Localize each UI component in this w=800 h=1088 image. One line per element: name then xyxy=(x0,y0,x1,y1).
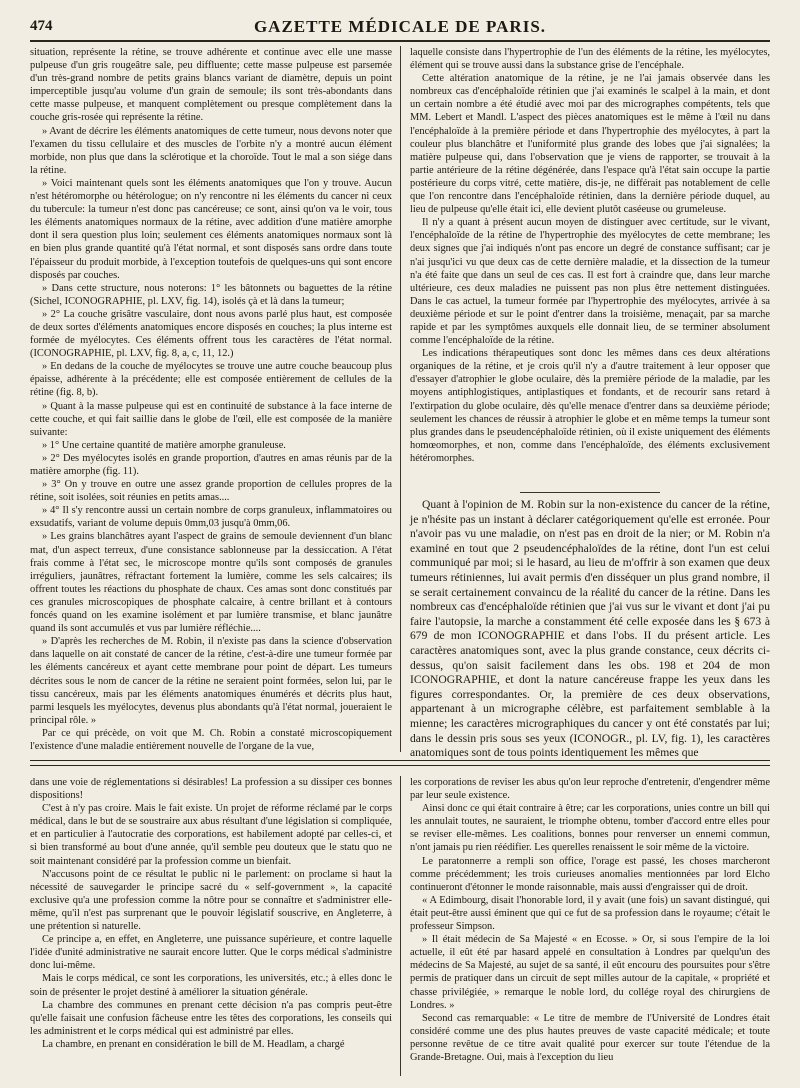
paragraph: » 2° La couche grisâtre vasculaire, dont nous avons parlé plus haut, est composée de deux sortes d'éléments anatomiques encore disposés en couches; la plus interne est formée de myélocytes. Ces éléments offrent tous les caractères de l'état normal. (ICONOGRAPHIE, pl. LXV, fig. 8, a, c, 11, 12.) xyxy=(30,308,392,360)
paragraph: La chambre, en prenant en considération le bill de M. Headlam, a chargé xyxy=(42,1038,345,1050)
paragraph: Quant à l'opinion de M. Robin sur la non-existence du cancer de la rétine, je n'hésite pas un instant à déclarer catégoriquement qu'elle est erronée. Pour n'avoir pas vu une maladie, on n'est pas en droit de la nier; or M. Robin n'a examiné en tout que 2 pseudencéphaloïdes de la rétine, dont l'un est celui communiqué par moi; si le hasard, au lieu de m'offrir à son examen que deux tumeurs rétiniennes, lui avait permis d'en disséquer un plus grand nombre, il se serait certainement convaincu de la réalité du cancer de la rétine. Dans les nombreux cas d'encéphaloïde rétinien que j'ai vus sur le vivant et dont j'ai pu faire l'autopsie, la marche a constamment été celle exposée dans les § 673 à 679 de mon ICONOGRAPHIE et dans l'obs. II du présent article. Les caractères anatomiques sont, avec la plus grande constance, ceux décrits ci-dessus, qu'on saisit facilement dans les obs. 198 et 204 de mon ICONOGRAPHIE, et dont la nature cancéreuse frappe les yeux dans les figures correspondantes. Or, la première de ces deux observations, appartenant à un micrographe célèbre, est parfaitement semblable à la mienne; les caractères micrographiques du cancer y ont été constatés par lui; dans le dessin pris sous ses yeux (ICONOGR., pl. LV, fig. 1), les caractères anatomiques sont de tous points identiquement les mêmes que xyxy=(410,498,770,760)
column-upper-right-large-type xyxy=(410,498,770,760)
paragraph: Il n'y a quant à présent aucun moyen de distinguer avec certitude, sur le vivant, l'encéphaloïde de la rétine de l'hypertrophie des myélocytes de cette membrane; les deux signes que j'ai indiqués n'ont pas encore un degré de constance suffisant; car je n'ai jusqu'ici vu que deux cas de cette dernière maladie, et la dissection de la tumeur n'a été faite que dans un seul de ces cas. Il est fort à craindre que, dans leur marche ultérieure, ces deux maladies ne puissent pas non plus être nettement distinguées. Dans le cas actuel, la tumeur formée par l'hypertrophie des myélocytes, arrivée à sa deuxième période et sur le point d'entrer dans la troisième, menaçait, par sa marche rapide et par les symptômes auxquels elle donnait lieu, de se terminer absolument comme l'encéphaloïde de la rétine. xyxy=(410,217,770,347)
column-lower-right xyxy=(410,776,770,1076)
journal-title: GAZETTE MÉDICALE DE PARIS. xyxy=(253,17,547,36)
section-divider xyxy=(30,760,770,761)
paragraph: situation, représente la rétine, se trouve adhérente et continue avec elle une masse pulpeuse d'un gris rougeâtre sale, peu diffluente; cette masse pulpeuse est parsemée d'un très-grand nombre de petits grains blancs variant de diamètre, depuis un point imperceptible jusqu'au volume d'un grain de semoule; ils sont très-abondants dans cette masse pulpeuse, et manquent complètement ou presque complètement dans la couche gris-rosée qui représente la rétine. xyxy=(30,47,392,124)
paragraph: » D'après les recherches de M. Robin, il n'existe pas dans la science d'observation dans laquelle on ait constaté de cancer de la rétine, c'est-à-dire une tumeur formée par les éléments cancéreux et ayant cette membrane pour point de départ. Les tumeurs décrites sous le nom de cancer de la rétine ne seraient point formées, selon lui, par le tissu cancéreux, mais par les éléments anatomiques énumérés et décrits plus haut, parmi lesquels les myélocytes, devenus plus abondants qu'à l'état normal, joueraient le principal rôle. » xyxy=(30,636,392,726)
paragraph: » Il était médecin de Sa Majesté « en Ecosse. » Or, si sous l'empire de la loi actuelle, il eût été par hasard appelé en consultation à Londres par quelqu'un des médecins de Sa Majesté, au sujet de sa santé, il eût encouru des poursuites pour s'être permis de pratiquer dans un circuit de sept milles autour de la capitale, « propriété et chasse privilégiée, » remarque le noble lord, du collége royal des chirurgiens de Londres. » xyxy=(410,934,770,1011)
paragraph: » Voici maintenant quels sont les éléments anatomiques que l'on y trouve. Aucun n'est hétéromorphe ou hétérologue; on n'y rencontre ni les éléments du cancer ni ceux du tubercule: la tumeur n'est donc pas cancéreuse; ce sont, ainsi qu'on va le voir, tous les éléments anatomiques normaux de la rétine, avec addition d'une matière amorphe dont il sera question plus loin; seulement ces éléments anatomiques normaux sont là en bien plus grande quantité qu'à l'état normal, et sont disposés sans ordre dans toute l'épaisseur du produit morbide, à l'exception toutefois de quelques-uns qui sont encore disposés par couches. xyxy=(30,177,392,281)
paragraph: » Avant de décrire les éléments anatomiques de cette tumeur, nous devons noter que l'examen du tissu cellulaire et des muscles de l'orbite n'y a montré aucun élément morbide, non plus que dans la sclérotique et la choroïde. Tout le mal a son siége dans la rétine. xyxy=(30,125,392,176)
paragraph: » 1° Une certaine quantité de matière amorphe granuleuse. xyxy=(42,439,286,451)
paragraph: Le paratonnerre a rempli son office, l'orage est passé, les choses marcheront comme précédemment; les trois curieuses anomalies mentionnées par lord Elcho continueront d'étonner le monde raisonnable, mais aussi d'engraisser qui de droit. xyxy=(410,855,770,893)
paragraph: Ce principe a, en effet, en Angleterre, une puissance supérieure, et contre laquelle l'idée d'unité administrative ne saurait encore lutter. Que le corps médical s'administre donc lui-même. xyxy=(30,934,392,972)
paragraph: » 3° On y trouve en outre une assez grande proportion de cellules propres de la rétine, soit isolées, soit réunies en petits amas.... xyxy=(30,479,392,504)
paragraph: N'accusons point de ce résultat le public ni le parlement: on proclame si haut la nécessité de sauvegarder le principe sacré du « self-government », la capacité exclusive qu'a une profession comme la nôtre pour se connaître et s'administrer elle-même, qu'il n'est pas surprenant que le pouvoir législatif souscrive, en Angleterre, à une prétention si naturelle. xyxy=(30,868,392,933)
short-divider xyxy=(520,492,660,493)
page-header xyxy=(30,14,770,42)
paragraph: La chambre des communes en prenant cette décision n'a pas compris peut-être qu'elle faisait une confusion fâcheuse entre les têtes des corporations, les conseils qui les administrent et le corps médical qui est administré par elles. xyxy=(30,999,392,1037)
paragraph: » Dans cette structure, nous noterons: 1° les bâtonnets ou baguettes de la rétine (Sichel, ICONOGRAPHIE, pl. LXV, fig. 14), isolés çà et là dans la tumeur; xyxy=(30,282,392,307)
paragraph: » Quant à la masse pulpeuse qui est en continuité de substance à la face interne de cette couche, et qui fait saillie dans le globe de l'œil, elle est composée de la manière suivante: xyxy=(30,400,392,438)
paragraph: Les indications thérapeutiques sont donc les mêmes dans ces deux altérations organiques de la rétine, et je crois qu'il n'y a d'autre traitement à leur opposer que d'essayer d'atrophier le globe oculaire, dès la première période de la maladie, par les moyens antiphlogistiques, antiplastiques et fondants, et de recourir sans retard à l'extirpation du globe oculaire, dès qu'elle menace d'entrer dans sa deuxième période; seulement les chances de réussir à atrophier le globe et en même temps la tumeur sont plus grandes dans le pseudencéphaloïde rétinien, où il existe uniquement des éléments homœomorphes, et non, comme dans l'encéphaloïde, des éléments exclusivement hétéromorphes. xyxy=(410,348,770,464)
column-upper-right xyxy=(410,46,770,490)
paragraph: Ainsi donc ce qui était contraire à être; car les corporations, unies contre un bill qui les annulait toutes, ne sauraient, le triomphe obtenu, tomber d'accord entre elles pour se reviser elle-mêmes. Les coalitions, bonnes pour renverser un ennemi commun, n'ont jamais pu rien réédifier. Les querelles renaissent le soir même de la victoire. xyxy=(410,803,770,854)
column-divider-lower xyxy=(400,776,401,1076)
column-lower-left xyxy=(30,776,392,1076)
paragraph: Mais le corps médical, ce sont les corporations, les universités, etc.; à elles donc le soin de présenter le projet destiné à améliorer la situation générale. xyxy=(30,973,392,998)
paragraph: Cette altération anatomique de la rétine, je ne l'ai jamais observée dans les nombreux cas d'encéphaloïde rétinien que j'ai examinés le scalpel à la main, et dont un certain nombre a été étudié avec moi par des micrographes compétents, tels que MM. Lebert et Mandl. L'aspect des pièces anatomiques est le même à l'œil nu dans l'encéphaloïde à la première période et dans l'hypertrophie des myélocytes, à part la couleur plus blanchâtre et l'uniformité plus grande des lobes que j'ai signalées; la matière pulpeuse qui, dans l'observation que je viens de rapporter, se trouvait à la partie antérieure de la rétine dégénérée, dans l'espace qu'à l'état sain occupe la partie postérieure du corps vitré, cette matière, dis-je, ne différait pas notablement de celle que l'on rencontre dans l'encéphaloïde rétinien, dans la dernière période duquel, au lieu de pulpeuse qu'elle était ici, elle devient plutôt caséeuse ou grumeleuse. xyxy=(410,73,770,216)
paragraph: » En dedans de la couche de myélocytes se trouve une autre couche beaucoup plus épaisse, adhérente à la précédente; elle est composée entièrement de cellules de la rétine (fig. 8, b). xyxy=(30,361,392,399)
section-divider-thin xyxy=(30,765,770,766)
column-divider xyxy=(400,46,401,752)
column-upper-left xyxy=(30,46,392,752)
paragraph: dans une voie de réglementations si désirables! La profession a su dissiper ces bonnes dispositions! xyxy=(30,777,392,802)
paragraph: les corporations de reviser les abus qu'on leur reproche d'entretenir, d'engendrer même par leur seule existence. xyxy=(410,777,770,802)
paragraph: » 2° Des myélocytes isolés en grande proportion, d'autres en amas réunis par de la matière amorphe (fig. 11). xyxy=(30,452,392,477)
paragraph: « A Edimbourg, disait l'honorable lord, il y avait (une fois) un savant distingué, qui était peut-être aussi éminent que qui ce fut de sa profession dans le royaume; c'était le professeur Simpson. xyxy=(410,894,770,933)
page-number: 474 xyxy=(30,18,53,34)
paragraph: Par ce qui précède, on voit que M. Ch. Robin a constaté microscopiquement l'existence d'une maladie entièrement nouvelle de l'organe de la vue, xyxy=(30,727,392,752)
paragraph: » 4° Il s'y rencontre aussi un certain nombre de corps granuleux, inflammatoires ou exsudatifs, variant de volume depuis 0mm,03 jusqu'à 0mm,06. xyxy=(30,505,392,530)
paragraph: laquelle consiste dans l'hypertrophie de l'un des éléments de la rétine, les myélocytes, élément qui se trouve aussi dans la substance grise de l'encéphale. xyxy=(410,47,770,72)
paragraph: » Les grains blanchâtres ayant l'aspect de grains de semoule deviennent d'un blanc mat, d'un aspect terreux, d'une consistance sablonneuse par la dessiccation. A l'état frais comme à l'état sec, le microscope montre qu'ils sont composés de granules irréguliers, jaunâtres, réfractant fortement la lumière, comme les sels calcaires; ils offrent toutes les réactions du phosphate de chaux. Ces amas sont donc constitués par ces granules microscopiques de phosphate calcaire, à centre brillant et à contours foncés quand on les examine isolément et par lumière transmise, et blanc jaunâtre quand ils sont accumulés et vus par lumière réfléchie.... xyxy=(30,531,392,635)
paragraph: Second cas remarquable: « Le titre de membre de l'Université de Londres était considéré comme une des plus hautes preuves de vaste capacité médicale; et toute personne revêtue de ce titre avait qualité pour exercer sur toute l'étendue de la Grande-Bretagne. Oui, mais à l'exception du lieu xyxy=(410,1012,770,1063)
paragraph: C'est à n'y pas croire. Mais le fait existe. Un projet de réforme réclamé par le corps médical, dans le but de se soustraire aux abus résultant d'une législation si compliquée, et en particulier à l'autocratie des corporations, est habilement adopté par celles-ci, et si bien transformé au bout d'une année, qu'il semble peu douteux que le statu quo ne soit maintenant considéré par la profession comme un bienfait. xyxy=(30,803,392,867)
